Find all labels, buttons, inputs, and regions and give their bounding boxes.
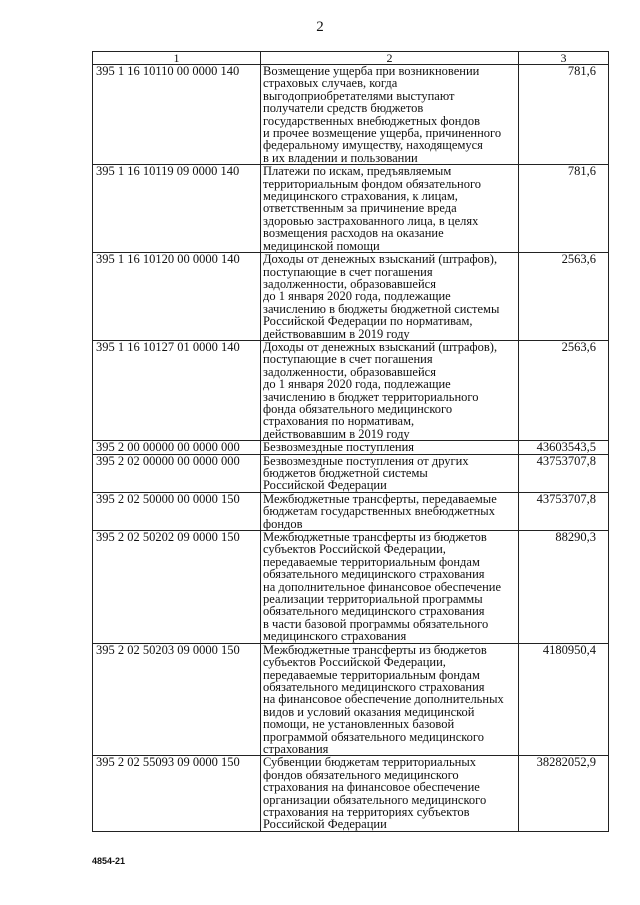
- table-row: [93, 492, 609, 530]
- description-cell: Межбюджетные трансферты, передаваемые бюджетам государственных внебюджетных фондов: [261, 492, 519, 530]
- description-cell: Межбюджетные трансферты из бюджетов субъектов Российской Федерации, передаваемые территориальным фондам обязательного медицинского страхования на финансовое обеспечение дополнительных видов и условий оказания медицинской помощи, не установленных базовой программой обязательного медицинского страхования: [261, 643, 519, 756]
- amount-cell: 43753707,8: [519, 454, 609, 492]
- amount-cell: 781,6: [519, 165, 609, 253]
- amount-cell: 2563,6: [519, 253, 609, 341]
- page-number: 2: [316, 19, 324, 35]
- header-col-2: 2: [261, 52, 519, 65]
- table-row: [93, 441, 609, 454]
- table-row: [93, 165, 609, 253]
- description-cell: Возмещение ущерба при возникновении страховых случаев, когда выгодоприобретателями выступают получатели средств бюджетов государственных внебюджетных фондов и прочее возмещение ущерба, причиненного федеральному имуществу, находящемуся в их владении и пользовании: [261, 65, 519, 165]
- budget-code-cell: 395 2 02 50203 09 0000 150: [93, 643, 261, 756]
- table-row: [93, 454, 609, 492]
- description-cell: Платежи по искам, предъявляемым территориальным фондом обязательного медицинского страхования, к лицам, ответственным за причинение вреда здоровью застрахованного лица, в целях возмещения расходов на оказание медицинской помощи: [261, 165, 519, 253]
- budget-code-cell: 395 1 16 10119 09 0000 140: [93, 165, 261, 253]
- amount-cell: 781,6: [519, 65, 609, 165]
- amount-cell: 43603543,5: [519, 441, 609, 454]
- document-code: 4854-21: [92, 856, 126, 866]
- budget-code-cell: 395 1 16 10110 00 0000 140: [93, 65, 261, 165]
- table-row: [93, 65, 609, 165]
- header-col-1: 1: [93, 52, 261, 65]
- budget-code-cell: 395 2 02 00000 00 0000 000: [93, 454, 261, 492]
- budget-code-cell: 395 1 16 10127 01 0000 140: [93, 340, 261, 440]
- amount-cell: 88290,3: [519, 531, 609, 644]
- budget-code-cell: 395 2 02 50000 00 0000 150: [93, 492, 261, 530]
- amount-cell: 2563,6: [519, 340, 609, 440]
- budget-code-cell: 395 2 02 55093 09 0000 150: [93, 756, 261, 831]
- amount-cell: 43753707,8: [519, 492, 609, 530]
- table-row: [93, 253, 609, 341]
- description-cell: Безвозмездные поступления от других бюджетов бюджетной системы Российской Федерации: [261, 454, 519, 492]
- header-col-3: 3: [519, 52, 609, 65]
- table-row: [93, 756, 609, 831]
- amount-cell: 38282052,9: [519, 756, 609, 831]
- description-cell: Субвенции бюджетам территориальных фондов обязательного медицинского страхования на финансовое обеспечение организации обязательного медицинского страхования на территориях субъектов Российской Федерации: [261, 756, 519, 831]
- description-cell: Безвозмездные поступления: [261, 441, 519, 454]
- revenue-table: [92, 51, 609, 832]
- table-row: [93, 340, 609, 440]
- table-row: [93, 531, 609, 644]
- table-header-row: [93, 52, 609, 65]
- budget-code-cell: 395 1 16 10120 00 0000 140: [93, 253, 261, 341]
- table-row: [93, 643, 609, 756]
- budget-code-cell: 395 2 02 50202 09 0000 150: [93, 531, 261, 644]
- amount-cell: 4180950,4: [519, 643, 609, 756]
- budget-code-cell: 395 2 00 00000 00 0000 000: [93, 441, 261, 454]
- description-cell: Доходы от денежных взысканий (штрафов), поступающие в счет погашения задолженности, образовавшейся до 1 января 2020 года, подлежащие зачислению в бюджет территориального фонда обязательного медицинского страхования по нормативам, действовавшим в 2019 году: [261, 340, 519, 440]
- description-cell: Межбюджетные трансферты из бюджетов субъектов Российской Федерации, передаваемые территориальным фондам обязательного медицинского страхования на дополнительное финансовое обеспечение реализации территориальной программы обязательного медицинского страхования в части базовой программы обязательного медицинского страхования: [261, 531, 519, 644]
- description-cell: Доходы от денежных взысканий (штрафов), поступающие в счет погашения задолженности, образовавшейся до 1 января 2020 года, подлежащие зачислению в бюджеты бюджетной системы Российской Федерации по нормативам, действовавшим в 2019 году: [261, 253, 519, 341]
